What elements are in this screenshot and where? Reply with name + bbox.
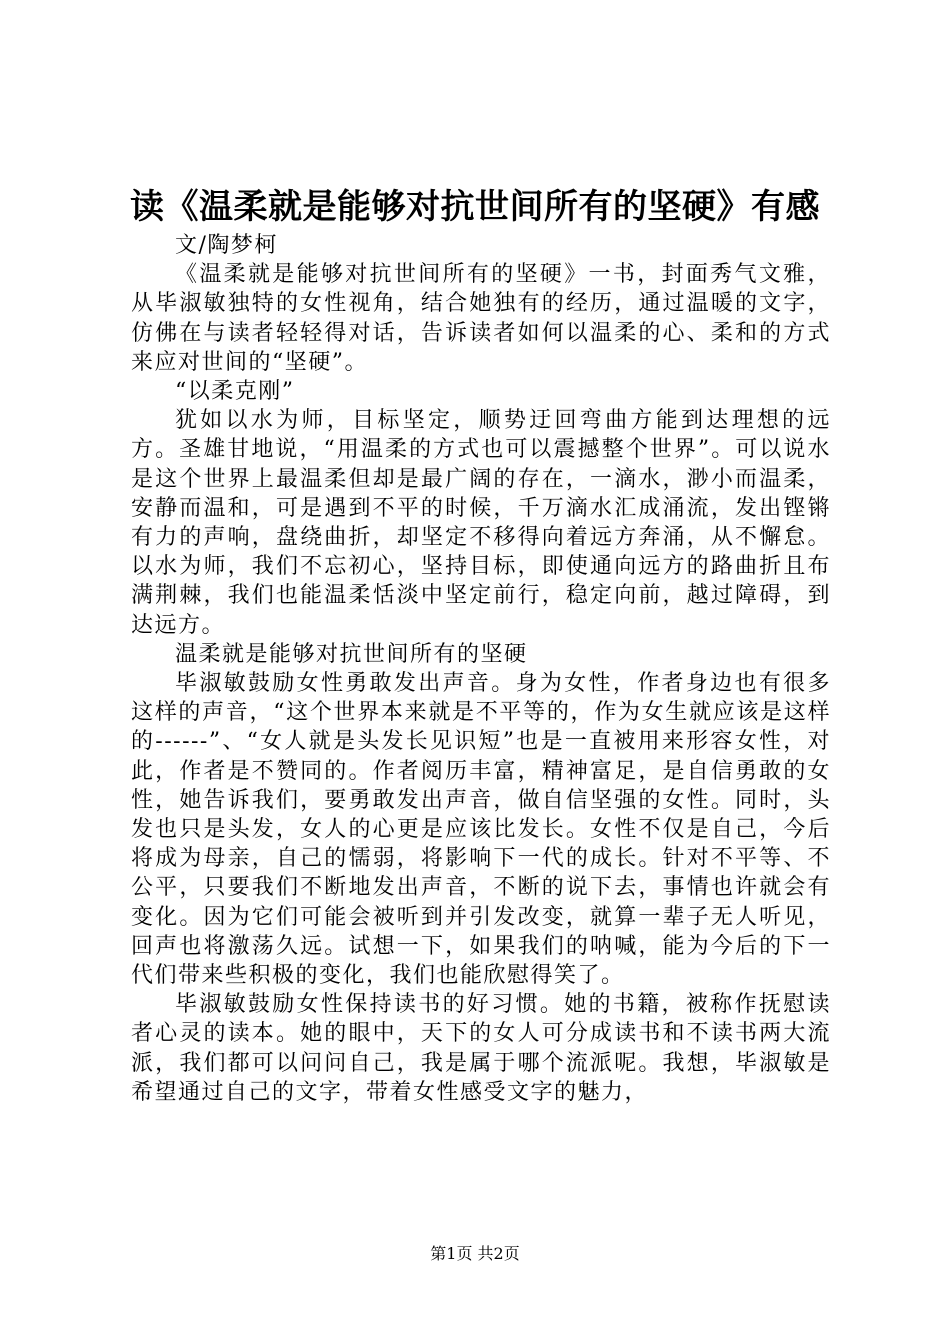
paragraph-3: 毕淑敏鼓励女性勇敢发出声音。身为女性，作者身边也有很多这样的声音，“这个世界本来就是不平等的，作为女生就应该是这样的------”、“女人就是头发长见识短”也是一直被用来形容女性，对此，作者是不赞同的。作者阅历丰富，精神富足，是自信勇敢的女性，她告诉我们，要勇敢发出声音，做自信坚强的女性。同时，头发也只是头发，女人的心更是应该比发长。女性不仅是自己，今后将成为母亲，自己的懦弱，将影响下一代的成长。针对不平等、不公平，只要我们不断地发出声音，不断的说下去，事情也许就会有变化。因为它们可能会被听到并引发改变，就算一辈子无人听见，回声也将激荡久远。试想一下，如果我们的呐喊，能为今后的下一代们带来些积极的变化，我们也能欣慰得笑了。 (131, 671, 831, 989)
paragraph-4: 毕淑敏鼓励女性保持读书的好习惯。她的书籍，被称作抚慰读者心灵的读本。她的眼中，天下的女人可分成读书和不读书两大流派，我们都可以问问自己，我是属于哪个流派呢。我想，毕淑敏是希望通过自己的文字，带着女性感受文字的魅力， (131, 992, 831, 1105)
document-title: 读《温柔就是能够对抗世间所有的坚硬》有感 (130, 187, 820, 227)
page-footer: 第1页 共2页 (430, 1244, 520, 1263)
paragraph-1: 《温柔就是能够对抗世间所有的坚硬》一书，封面秀气文雅，从毕淑敏独特的女性视角，结合她独有的经历，通过温暖的文字，仿佛在与读者轻轻得对话，告诉读者如何以温柔的心、柔和的方式来应对世间的“坚硬”。 (131, 262, 831, 375)
section-heading-1: “以柔克刚” (175, 379, 295, 405)
paragraph-2: 犹如以水为师，目标坚定，顺势迂回弯曲方能到达理想的远方。圣雄甘地说，“用温柔的方式也可以震撼整个世界”。可以说水是这个世界上最温柔但却是最广阔的存在，一滴水，渺小而温柔，安静而温和，可是遇到不平的时候，千万滴水汇成涌流，发出铿锵有力的声响，盘绕曲折，却坚定不移得向着远方奔涌，从不懈怠。以水为师，我们不忘初心，坚持目标，即使通向远方的路曲折且布满荆棘，我们也能温柔恬淡中坚定前行，稳定向前，越过障碍，到达远方。 (131, 408, 831, 638)
document-body (131, 231, 831, 1107)
section-heading-2: 温柔就是能够对抗世间所有的坚硬 (175, 641, 528, 667)
author-line: 文/陶梦柯 (175, 233, 278, 258)
